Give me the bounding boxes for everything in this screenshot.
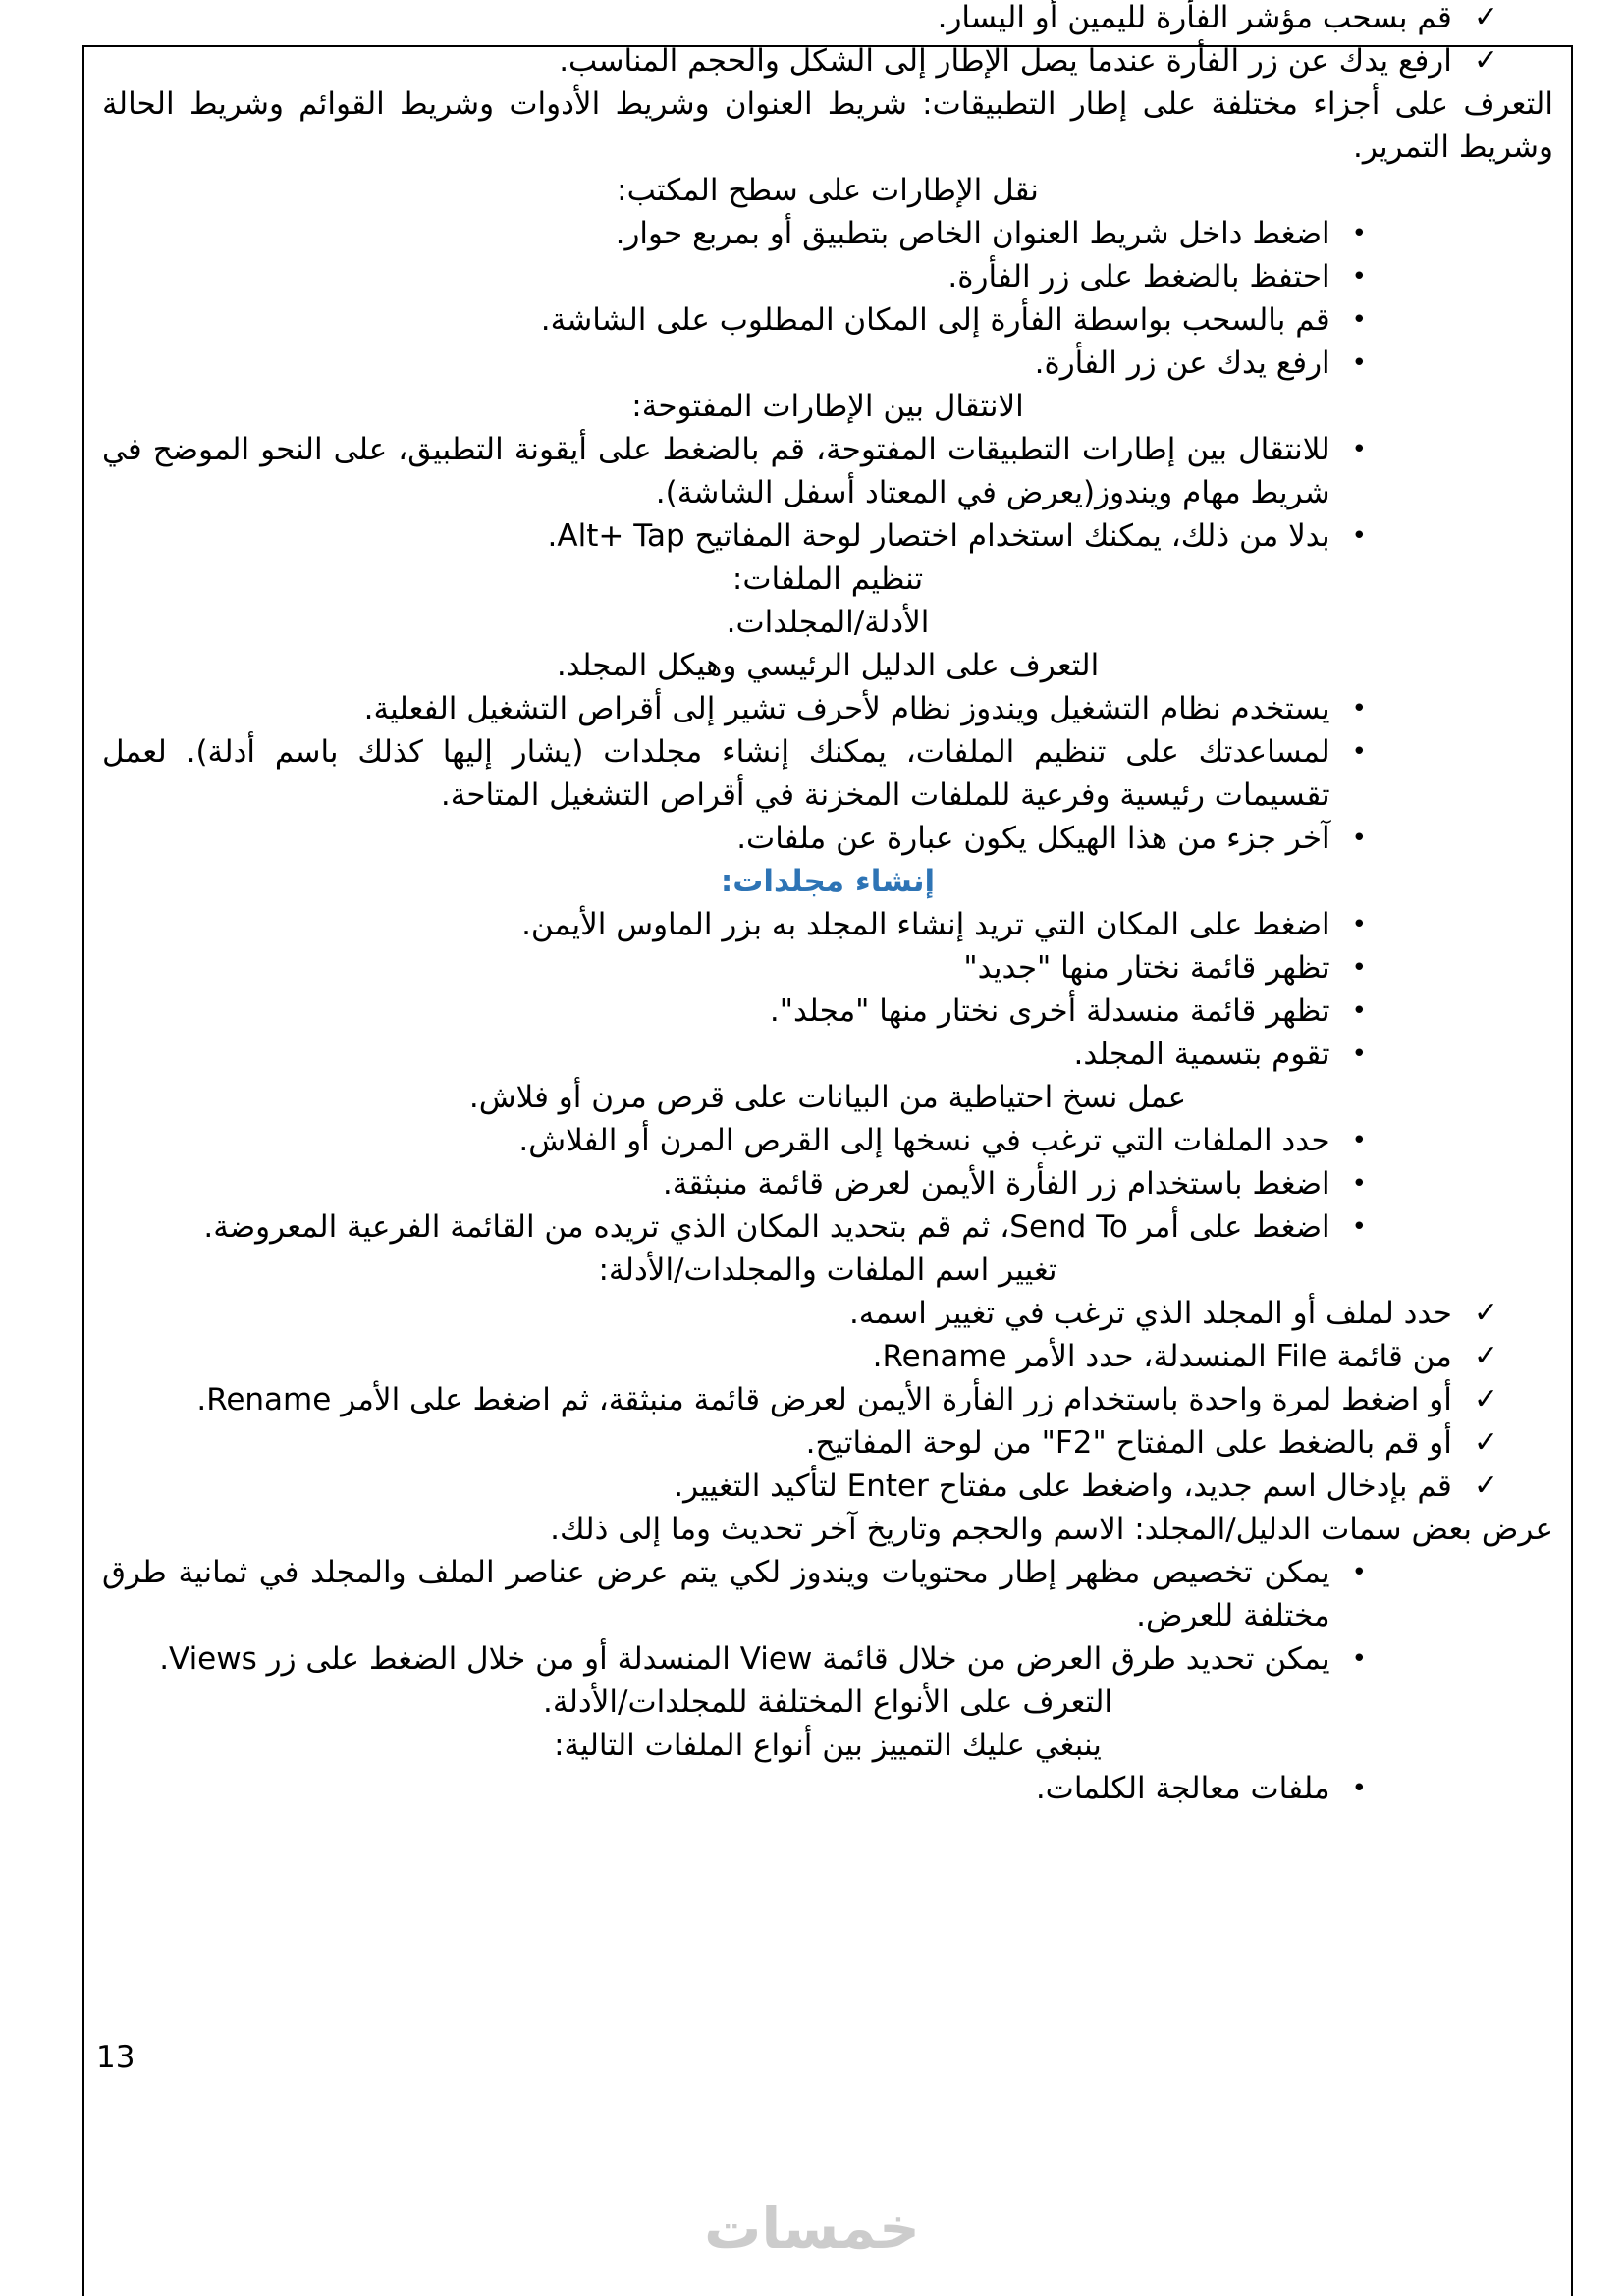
page-number: 13 [96,2040,135,2075]
line-text: الانتقال بين الإطارات المفتوحة: [631,389,1024,424]
text-line [102,1033,1553,1076]
bullet-icon: • [1351,219,1367,248]
line-text: لمساعدتك على تنظيم الملفات، يمكنك إنشاء مجلدات (يشار إليها كذلك باسم أدلة). لعمل تقسيمات رئيسية وفرعية للملفات المخزنة في أقراص التشغيل المتاحة. [102,734,1330,813]
bullet-icon: • [1351,1774,1367,1803]
text-line [102,1162,1553,1205]
line-text: قم بالسحب بواسطة الفأرة إلى المكان المطلوب على الشاشة. [540,302,1330,338]
checkmark-icon: ✓ [1473,1468,1498,1503]
line-text: قم بإدخال اسم جديد، واضغط على مفتاح Enter لتأكيد التغيير. [674,1468,1452,1504]
line-text: ارفع يدك عن زر الفأرة. [1034,346,1330,381]
line-text: احتفظ بالضغط على زر الفأرة. [947,259,1330,294]
text-line [102,1724,1553,1767]
line-text: التعرف على الدليل الرئيسي وهيكل المجلد. [556,648,1100,683]
line-text: إنشاء مجلدات: [720,864,936,899]
line-text: تغيير اسم الملفات والمجلدات/الأدلة: [598,1253,1057,1288]
text-line [102,82,1553,169]
bullet-icon: • [1351,953,1367,983]
line-text: قم بسحب مؤشر الفأرة لليمين أو اليسار. [937,0,1452,35]
line-text: حدد لملف أو المجلد الذي ترغب في تغيير اسمه. [848,1296,1452,1331]
line-text: تقوم بتسمية المجلد. [1073,1037,1330,1072]
bullet-icon: • [1351,694,1367,723]
bullet-icon: • [1351,348,1367,378]
text-line [102,1378,1553,1421]
bullet-icon: • [1351,435,1367,464]
text-line [102,1637,1553,1681]
text-line [102,817,1553,860]
line-text: اضغط على أمر Send To، ثم قم بتحديد المكان الذي تريده من القائمة الفرعية المعروضة. [203,1209,1330,1245]
line-text: يمكن تخصيص مظهر إطار محتويات ويندوز لكي يتم عرض عناصر الملف والمجلد في ثمانية طرق مختلفة للعرض. [102,1555,1330,1633]
line-text: أو قم بالضغط على المفتاح "F2" من لوحة المفاتيح. [805,1425,1452,1461]
text-line [102,1767,1553,1810]
bullet-icon: • [1351,996,1367,1026]
line-text: يمكن تحديد طرق العرض من خلال قائمة View المنسدلة أو من خلال الضغط على زر Views. [159,1641,1330,1677]
text-line [102,1292,1553,1335]
line-text: ينبغي عليك التمييز بين أنواع الملفات التالية: [554,1728,1102,1763]
text-line [102,255,1553,298]
checkmark-icon: ✓ [1473,1382,1498,1416]
line-text: بدلا من ذلك، يمكنك استخدام اختصار لوحة المفاتيح Alt+ Tap. [547,518,1330,554]
bullet-icon: • [1351,1558,1367,1587]
line-text: نقل الإطارات على سطح المكتب: [617,173,1039,208]
text-line [102,39,1553,82]
line-text: أو اضغط لمرة واحدة باستخدام زر الفأرة الأيمن لعرض قائمة منبثقة، ثم اضغط على الأمر Rename. [196,1382,1452,1417]
bullet-icon: • [1351,1169,1367,1199]
checkmark-icon: ✓ [1473,1425,1498,1460]
bullet-icon: • [1351,1126,1367,1155]
bullet-icon: • [1351,1040,1367,1069]
line-text: تظهر قائمة منسدلة أخرى نختار منها "مجلد". [769,993,1330,1029]
bullet-icon: • [1351,1212,1367,1242]
text-line [102,558,1553,601]
text-line [102,428,1553,514]
checkmark-icon: ✓ [1473,1339,1498,1373]
text-line [102,1551,1553,1637]
line-text: يستخدم نظام التشغيل ويندوز نظام لأحرف تشير إلى أقراص التشغيل الفعلية. [363,691,1330,726]
line-text: ارفع يدك عن زر الفأرة عندما يصل الإطار إلى الشكل والحجم المناسب. [559,43,1452,79]
text-line [102,1681,1553,1724]
line-text: التعرف على أجزاء مختلفة على إطار التطبيقات: شريط العنوان وشريط الأدوات وشريط القوائم وشريط الحالة وشريط التمرير. [102,86,1553,165]
bullet-icon: • [1351,305,1367,335]
text-line [102,212,1553,255]
line-text: الأدلة/المجلدات. [726,605,930,640]
bullet-icon: • [1351,737,1367,767]
line-text: ملفات معالجة الكلمات. [1035,1771,1330,1806]
text-line [102,514,1553,558]
document-content [102,0,1553,1810]
text-line [102,385,1553,428]
bullet-icon: • [1351,521,1367,551]
text-line [102,730,1553,817]
text-line [102,169,1553,212]
line-text: من قائمة File المنسدلة، حدد الأمر Rename. [872,1339,1452,1374]
checkmark-icon: ✓ [1473,43,1498,78]
text-line [102,903,1553,946]
checkmark-icon: ✓ [1473,0,1498,34]
line-text: اضغط على المكان التي تريد إنشاء المجلد به بزر الماوس الأيمن. [521,907,1330,942]
text-line [102,1076,1553,1119]
bullet-icon: • [1351,1644,1367,1674]
line-text: تنظيم الملفات: [731,561,924,597]
line-text: آخر جزء من هذا الهيكل يكون عبارة عن ملفات. [736,821,1330,856]
line-text: حدد الملفات التي ترغب في نسخها إلى القرص المرن أو الفلاش. [518,1123,1330,1158]
bullet-icon: • [1351,910,1367,939]
line-text: التعرف على الأنواع المختلفة للمجلدات/الأدلة. [543,1684,1113,1720]
text-line [102,1335,1553,1378]
text-line [102,687,1553,730]
text-line [102,342,1553,385]
bullet-icon: • [1351,262,1367,292]
text-line [102,1508,1553,1551]
text-line [102,601,1553,644]
text-line [102,1119,1553,1162]
text-line [102,989,1553,1033]
line-text: عرض بعض سمات الدليل/المجلد: الاسم والحجم وتاريخ آخر تحديث وما إلى ذلك. [550,1512,1553,1547]
bullet-icon: • [1351,824,1367,853]
watermark: خمسات [704,2195,920,2262]
text-line [102,0,1553,39]
text-line [102,644,1553,687]
text-line [102,1249,1553,1292]
text-line [102,1465,1553,1508]
line-text: اضغط باستخدام زر الفأرة الأيمن لعرض قائمة منبثقة. [662,1166,1330,1201]
line-text: عمل نسخ احتياطية من البيانات على قرص مرن أو فلاش. [468,1080,1187,1115]
section-heading [102,860,1553,903]
line-text: للانتقال بين إطارات التطبيقات المفتوحة، قم بالضغط على أيقونة التطبيق، على النحو الموضح في شريط مهام ويندوز(يعرض في المعتاد أسفل الشاشة). [102,432,1330,510]
text-line [102,1421,1553,1465]
checkmark-icon: ✓ [1473,1296,1498,1330]
text-line [102,946,1553,989]
line-text: تظهر قائمة نختار منها "جديد" [963,950,1330,986]
line-text: اضغط داخل شريط العنوان الخاص بتطبيق أو بمربع حوار. [615,216,1330,251]
text-line [102,1205,1553,1249]
text-line [102,298,1553,342]
